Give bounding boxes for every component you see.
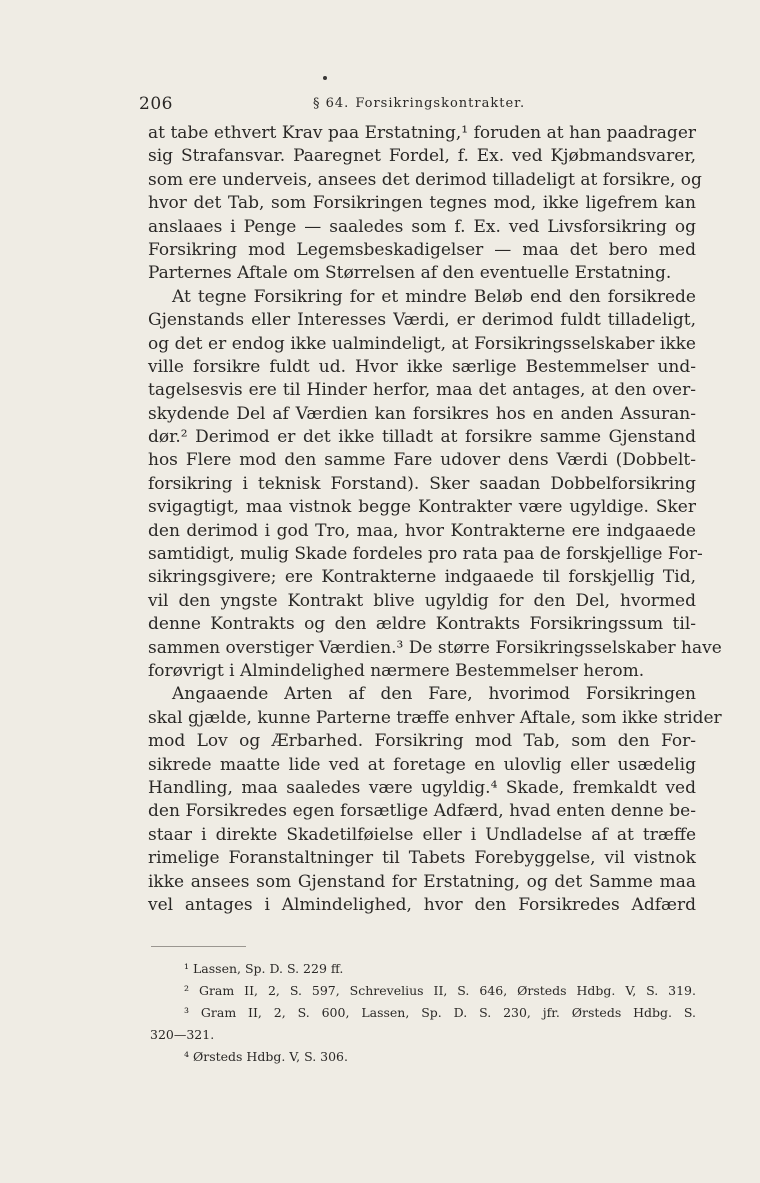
body-line: Gjenstands eller Interesses Værdi, er derimod fuldt tilladeligt, <box>148 310 696 331</box>
footnote: ¹ Lassen, Sp. D. S. 229 ff. <box>184 961 344 976</box>
body-line: svigagtigt, maa vistnok begge Kontrakter være ugyldige. Sker <box>148 497 696 518</box>
body-line: skydende Del af Værdien kan forsikres hos en anden Assuran- <box>148 403 696 424</box>
footnotes <box>150 958 696 1068</box>
body-line: vil den yngste Kontrakt blive ugyldig for den Del, hvormed <box>148 590 696 611</box>
body-line: staar i direkte Skadetilføielse eller i Undladelse af at træffe <box>148 824 696 845</box>
body-line: hos Flere mod den samme Fare udover dens Værdi (Dobbelt- <box>148 450 696 471</box>
body-line: Parternes Aftale om Størrelsen af den eventuelle Erstatning. <box>148 263 672 284</box>
body-line: Forsikring mod Legemsbeskadigelser — maa det bero med <box>148 239 696 260</box>
body-line: ville forsikre fuldt ud. Hvor ikke særlige Bestemmelser und- <box>148 356 696 377</box>
body-line: hvor det Tab, som Forsikringen tegnes mod, ikke ligefrem kan <box>148 193 696 214</box>
footnote-continuation: 320—321. <box>150 1027 215 1042</box>
body-line: anslaaes i Penge — saaledes som f. Ex. ved Livsforsikring og <box>148 216 696 237</box>
body-line: Angaaende Arten af den Fare, hvorimod Forsikringen <box>172 684 696 705</box>
chapter-title: Forsikringskontrakter. <box>355 96 526 111</box>
body-line: samtidigt, mulig Skade fordeles pro rata paa de forskjellige For- <box>148 544 703 565</box>
body-line: sig Strafansvar. Paaregnet Fordel, f. Ex. ved Kjøbmandsvarer, <box>148 146 696 167</box>
body-line: denne Kontrakts og den ældre Kontrakts Forsikringssum til- <box>148 614 696 635</box>
running-title <box>313 96 525 111</box>
footnote: ³ Gram II, 2, S. 600, Lassen, Sp. D. S. 230, jfr. Ørsteds Hdbg. S. <box>184 1005 696 1020</box>
body-line: At tegne Forsikring for et mindre Beløb end den forsikrede <box>172 286 696 307</box>
page-number: 206 <box>139 94 173 114</box>
body-line: ikke ansees som Gjenstand for Erstatning, og det Samme maa <box>148 871 696 892</box>
body-line: rimelige Foranstaltninger til Tabets Forebyggelse, vil vistnok <box>148 848 696 869</box>
body-line: skal gjælde, kunne Parterne træffe enhver Aftale, som ikke strider <box>148 707 722 728</box>
body-line: at tabe ethvert Krav paa Erstatning,¹ foruden at han paadrager <box>148 123 696 143</box>
body-line: sammen overstiger Værdien.³ De større Forsikringsselskaber have <box>148 637 722 658</box>
body-line: tagelsesvis ere til Hinder herfor, maa det antages, at den over- <box>148 380 696 401</box>
body-text <box>148 122 722 917</box>
body-line: og det er endog ikke ualmindeligt, at Forsikringsselskaber ikke <box>148 333 696 354</box>
body-line: Handling, maa saaledes være ugyldig.⁴ Skade, fremkaldt ved <box>148 777 696 798</box>
footnote: ⁴ Ørsteds Hdbg. V, S. 306. <box>184 1049 348 1064</box>
body-line: sikringsgivere; ere Kontrakterne indgaaede til forskjellig Tid, <box>148 567 696 588</box>
footnote: ² Gram II, 2, S. 597, Schrevelius II, S. 646, Ørsteds Hdbg. V, S. 319. <box>184 983 696 998</box>
body-line: sikrede maatte lide ved at foretage en ulovlig eller usædelig <box>148 754 696 775</box>
body-line: den derimod i god Tro, maa, hvor Kontrakterne ere indgaaede <box>148 520 696 541</box>
footnote-rule <box>151 946 246 947</box>
ink-dot <box>323 76 327 80</box>
body-line: mod Lov og Ærbarhed. Forsikring mod Tab, som den For- <box>148 731 696 752</box>
body-line: som ere underveis, ansees det derimod tilladeligt at forsikre, og <box>148 169 702 190</box>
body-line: dør.² Derimod er det ikke tilladt at forsikre samme Gjenstand <box>148 427 696 448</box>
body-line: vel antages i Almindelighed, hvor den Forsikredes Adfærd <box>148 894 696 915</box>
body-line: forøvrigt i Almindelighed nærmere Bestemmelser herom. <box>148 660 645 681</box>
running-header <box>0 94 760 116</box>
body-line: forsikring i teknisk Forstand). Sker saadan Dobbelforsikring <box>148 473 696 494</box>
section-mark: § 64. <box>313 96 350 111</box>
body-line: den Forsikredes egen forsætlige Adfærd, hvad enten denne be- <box>148 801 696 822</box>
